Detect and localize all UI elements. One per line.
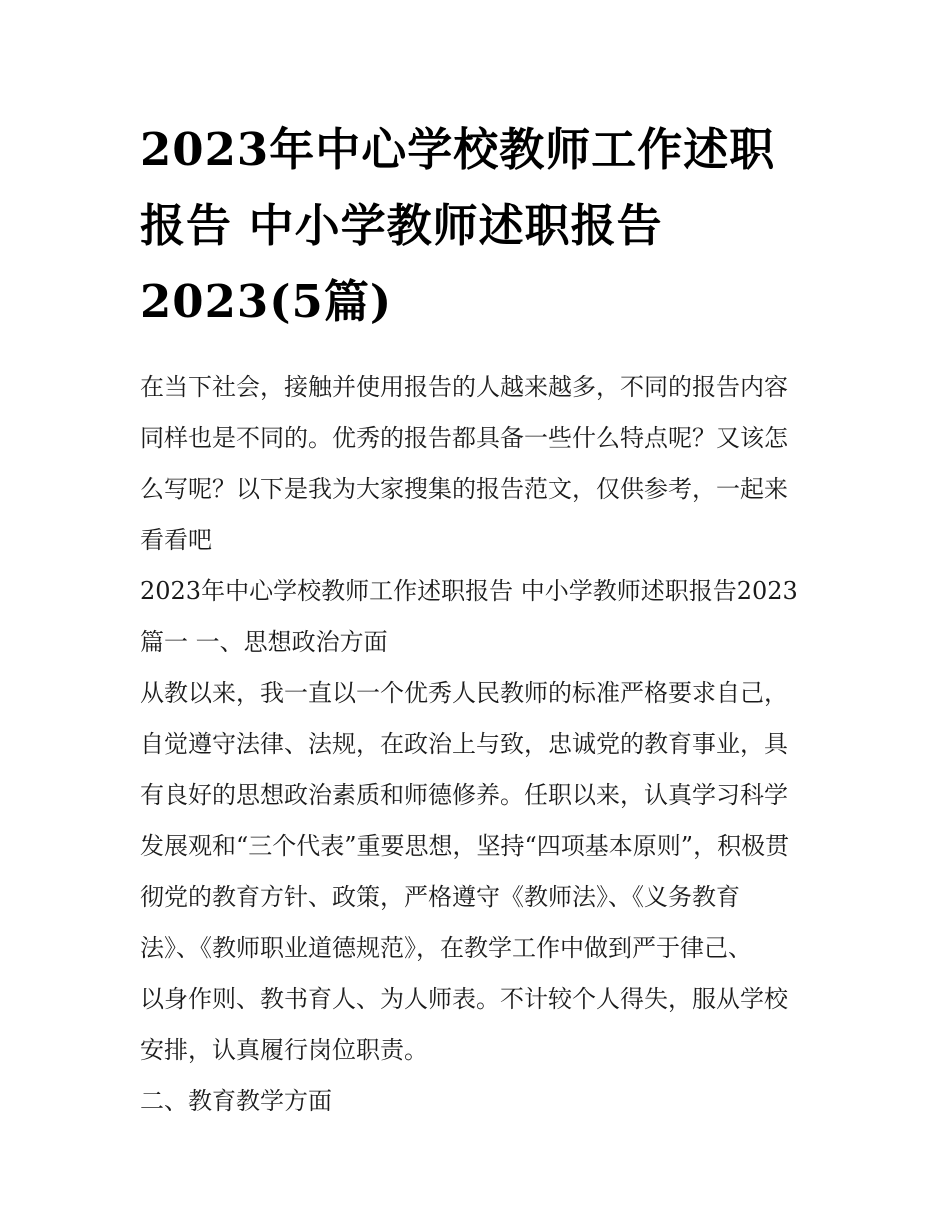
body-line: 同样也是不同的。优秀的报告都具备一些什么特点呢？又该怎: [140, 424, 788, 452]
body-line: 安排，认真履行岗位职责。: [140, 1036, 428, 1064]
body-line: 从教以来，我一直以一个优秀人民教师的标准严格要求自己，: [140, 679, 788, 707]
body-line: 篇一 一、思想政治方面: [140, 628, 388, 656]
document-page: [140, 112, 820, 1127]
title-line: 2023(5篇): [140, 275, 393, 328]
title-line: 2023年中心学校教师工作述职: [140, 123, 776, 176]
body-line: 发展观和“三个代表”重要思想，坚持“四项基本原则”，积极贯: [140, 832, 790, 860]
intro-paragraph: [140, 362, 820, 566]
body-line: 法》、《教师职业道德规范》，在教学工作中做到严于律己、: [140, 934, 752, 962]
document-body: [140, 362, 820, 1127]
section-heading: 二、教育教学方面: [140, 1087, 332, 1115]
body-line: 看看吧: [140, 526, 212, 554]
body-line: 自觉遵守法律、法规，在政治上与致，忠诚党的教育事业，具: [140, 730, 788, 758]
body-line: 在当下社会，接触并使用报告的人越来越多，不同的报告内容: [140, 373, 788, 401]
body-line: 2023年中心学校教师工作述职报告 中小学教师述职报告2023: [140, 577, 798, 605]
document-title: [140, 112, 820, 340]
title-line: 报告 中小学教师述职报告: [140, 199, 663, 252]
body-line: 有良好的思想政治素质和师德修养。任职以来，认真学习科学: [140, 781, 788, 809]
body-line: 么写呢？以下是我为大家搜集的报告范文，仅供参考，一起来: [140, 475, 788, 503]
section1-paragraph: [140, 668, 820, 1076]
subtitle-paragraph: [140, 566, 820, 668]
body-line: 彻党的教育方针、政策，严格遵守《教师法》、《义务教育: [140, 883, 740, 911]
body-line: 以身作则、教书育人、为人师表。不计较个人得失，服从学校: [140, 985, 788, 1013]
section2-heading-block: [140, 1076, 820, 1127]
